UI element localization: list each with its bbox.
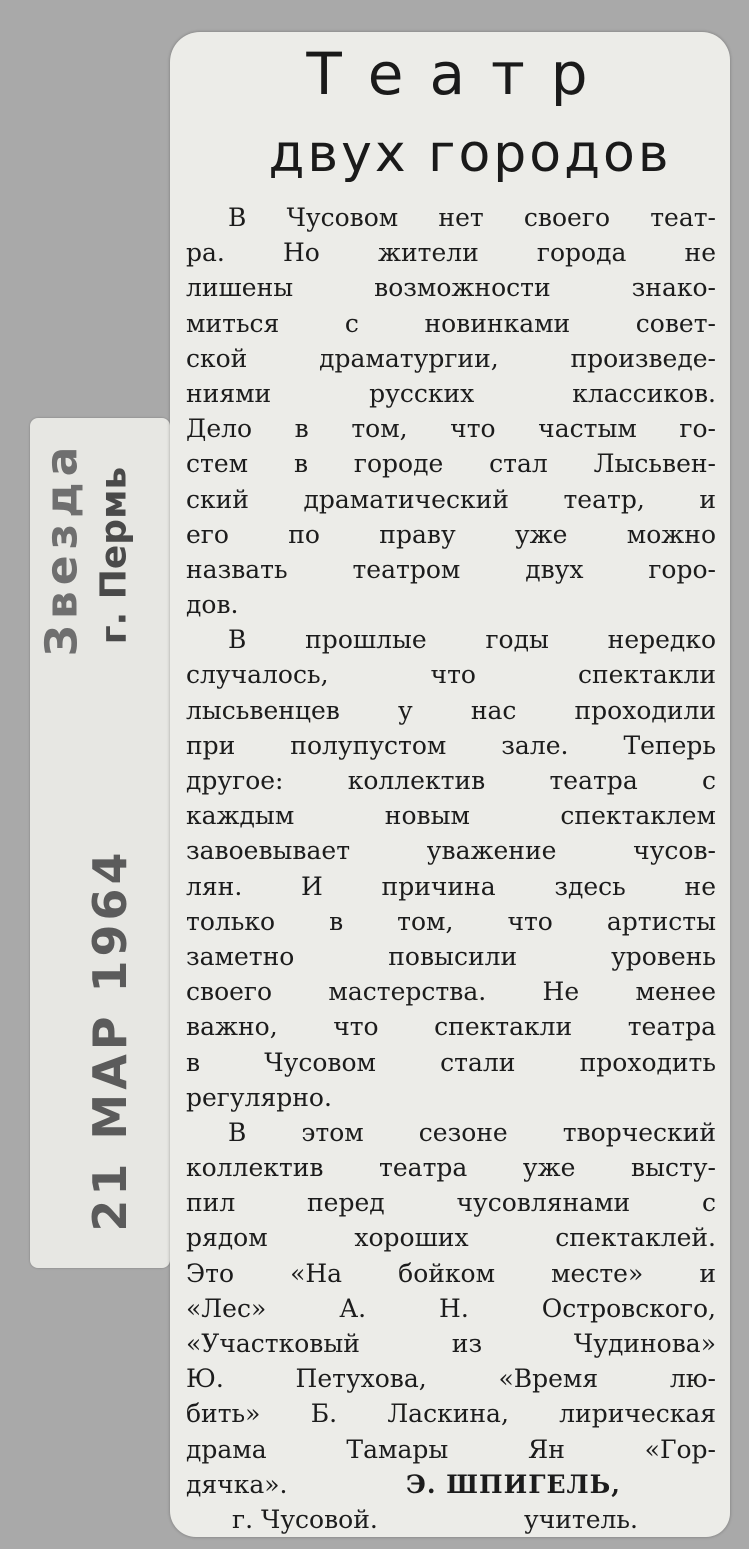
text-line: назвать театром двух горо- (186, 554, 716, 584)
headline-line-1: Театр (306, 40, 614, 108)
text-line: «Участковый из Чудинова» (186, 1329, 716, 1358)
text-line: заметно повысили уровень (186, 941, 716, 971)
text-line: «Лес» А. Н. Островского, (186, 1293, 716, 1323)
text-line: коллектив театра уже высту- (186, 1153, 716, 1183)
text-line: лысьвенцев у нас проходили (186, 695, 716, 725)
place-line (186, 1502, 716, 1537)
text-line: своего мастерства. Не менее (186, 977, 716, 1007)
text-line: завоевывает уважение чусов- (186, 836, 716, 866)
author-place: г. Чусовой. (232, 1504, 378, 1534)
text-line: В прошлые годы нередко (228, 625, 716, 655)
stamp-date: 21 МАР 1964 (83, 848, 137, 1232)
text-line: ский драматический театр, и (186, 484, 716, 514)
text-line: Ю. Петухова, «Время лю- (186, 1364, 716, 1394)
text-line: дов. (186, 590, 239, 620)
paragraph-3 (186, 1115, 716, 1467)
text-line: В Чусовом нет своего теат- (228, 203, 716, 232)
text-line: каждым новым спектаклем (186, 801, 716, 831)
article-body (186, 200, 716, 1537)
text-line: драма Тамары Ян «Гор- (186, 1434, 716, 1464)
text-line: рядом хороших спектаклей. (186, 1223, 716, 1253)
text-line: ниями русских классиков. (186, 378, 716, 408)
headline-line-2: двух городов (268, 124, 672, 184)
text-line: ра. Но жители города не (186, 238, 716, 268)
stamp-city: г. Пермь (93, 466, 135, 644)
text-line: миться с новинками совет- (186, 308, 716, 338)
text-line: случалось, что спектакли (186, 660, 716, 690)
newspaper-clipping (170, 32, 730, 1537)
text-line: стем в городе стал Лысьвен- (186, 449, 716, 479)
text-line: важно, что спектакли театра (186, 1012, 716, 1042)
text-line: ской драматургии, произведе- (186, 343, 716, 373)
stamp-newspaper-name: Звезда (36, 440, 88, 656)
author-name: Э. ШПИГЕЛЬ, (406, 1469, 621, 1499)
text-line: бить» Б. Ласкина, лирическая (186, 1399, 716, 1429)
text-line: при полупустом зале. Теперь (186, 730, 716, 760)
paragraph-1 (186, 200, 716, 622)
closing-text: дячка». (186, 1469, 288, 1499)
signature-line (186, 1467, 716, 1502)
text-line: пил перед чусовлянами с (186, 1188, 716, 1218)
text-line: другое: коллектив театра с (186, 766, 716, 795)
text-line: лишены возможности знако- (186, 273, 716, 303)
paragraph-2 (186, 622, 716, 1115)
text-line: в Чусовом стали проходить (186, 1047, 716, 1077)
author-role: учитель. (524, 1504, 638, 1534)
text-line: его по праву уже можно (186, 519, 716, 549)
text-line: Это «На бойком месте» и (186, 1258, 716, 1288)
text-line: Дело в том, что частым го- (186, 414, 716, 444)
text-line: регулярно. (186, 1082, 332, 1112)
text-line: В этом сезоне творческий (228, 1117, 716, 1147)
text-line: только в том, что артисты (186, 906, 716, 936)
text-line: лян. И причина здесь не (186, 871, 716, 901)
